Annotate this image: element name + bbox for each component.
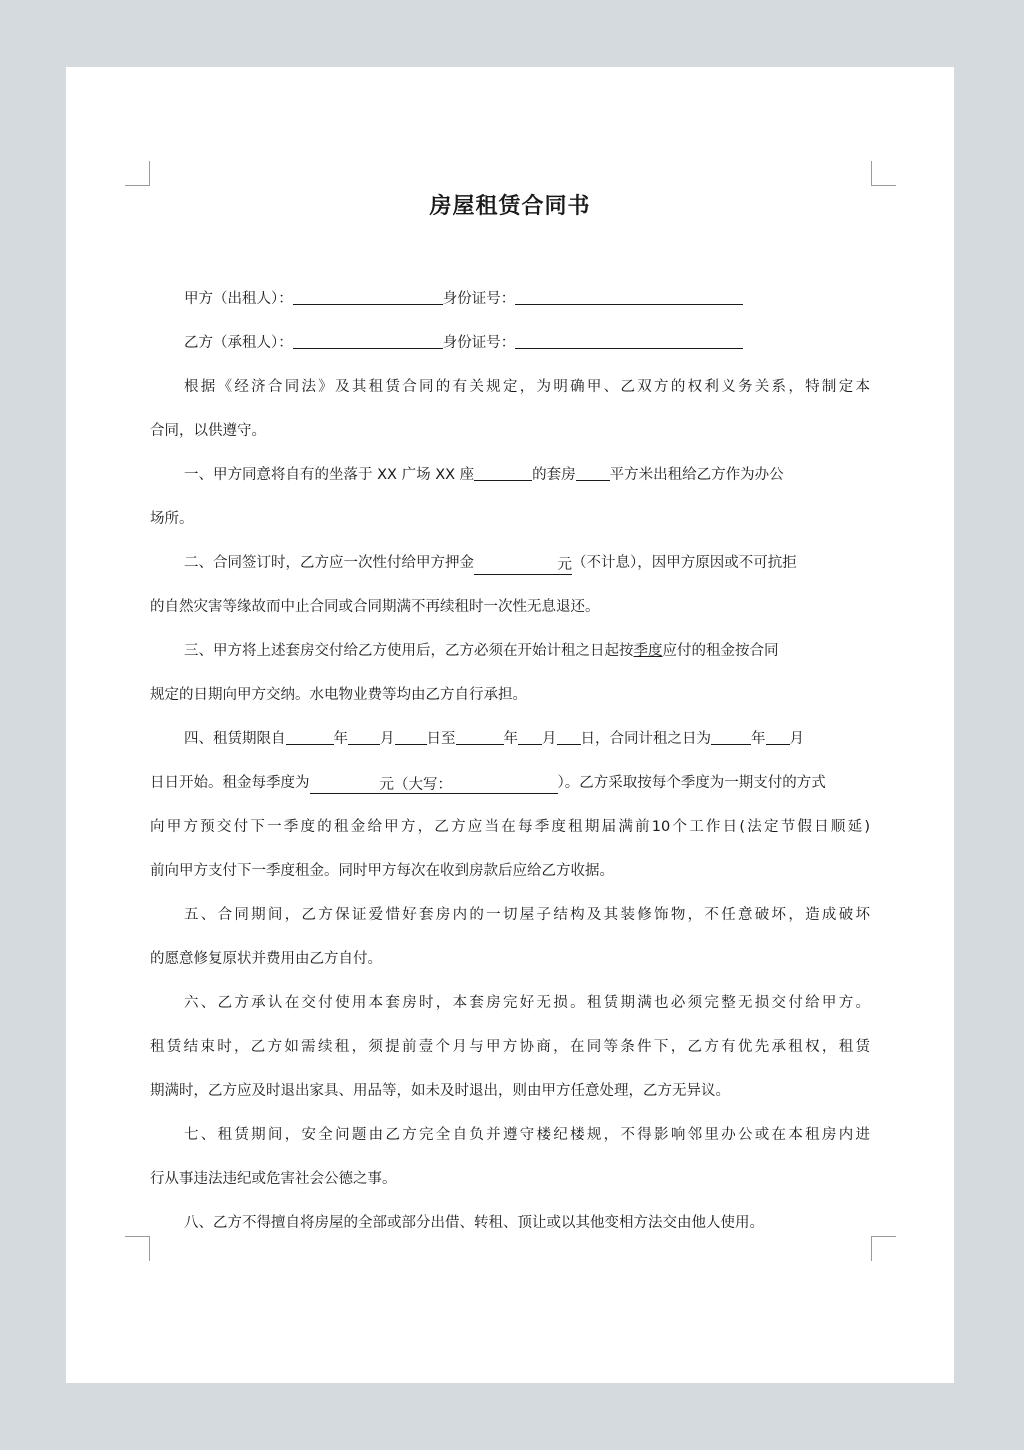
party-b-name-blank[interactable]	[293, 330, 443, 349]
clause-4-text-a: 四、租赁期限自	[184, 731, 286, 747]
corner-mark-bottom-right	[871, 1236, 896, 1261]
start-month-blank[interactable]	[348, 726, 380, 745]
clause-4-line-1	[150, 717, 870, 761]
end-year-blank[interactable]	[456, 726, 504, 745]
billing-year-label: 年	[751, 731, 766, 747]
document-body	[150, 277, 870, 1245]
clause-2-text-c: （不计息），因甲方原因或不可抗拒	[572, 555, 797, 571]
clause-8-line-1: 八、乙方不得擅自将房屋的全部或部分出借、转租、顶让或以其他变相方法交由他人使用。	[184, 1215, 764, 1231]
clause-4-day-label: 日	[150, 775, 165, 791]
party-a-id-label: 身份证号：	[442, 291, 516, 307]
clause-1-text-c: 平方米出租给乙方作为办公	[609, 467, 784, 483]
start-month-label: 月	[380, 731, 395, 747]
party-a-id-blank[interactable]	[515, 286, 743, 305]
quarterly-rent-yuan: 元（大写：	[379, 777, 452, 793]
clause-4-line-3: 向甲方预交付下一季度的租金给甲方，乙方应当在每季度租期届满前10个工作日(法定节假日顺延)	[150, 819, 870, 835]
clause-2-text-a: 二、合同签订时，乙方应一次性付给甲方押金	[184, 555, 474, 571]
clause-4-line-2	[150, 761, 870, 805]
start-day-blank[interactable]	[395, 726, 427, 745]
clause-3-line-1	[150, 629, 870, 673]
end-day-blank[interactable]	[557, 726, 581, 745]
clause-1-text-b: 的套房	[532, 467, 576, 483]
clause-1-line-2: 场所。	[150, 511, 194, 527]
clause-4-text-b: 日，合同计租之日为	[580, 731, 711, 747]
document-title: 房屋租赁合同书	[429, 194, 591, 219]
corner-mark-top-right	[871, 161, 896, 186]
clause-3-text-c: 应付的租金按合同	[662, 643, 779, 659]
billing-month-blank[interactable]	[766, 726, 790, 745]
clause-5-line-1: 五、合同期间，乙方保证爱惜好套房内的一切屋子结构及其装修饰物，不任意破坏，造成破坏	[184, 907, 870, 923]
clause-2-yuan: 元	[557, 557, 572, 573]
clause-6-line-1: 六、乙方承认在交付使用本套房时，本套房完好无损。租赁期满也必须完整无损交付给甲方。	[184, 995, 870, 1011]
intro-line-2: 合同，以供遵守。	[150, 423, 266, 439]
clause-1-area-blank[interactable]	[576, 462, 610, 481]
party-a-label: 甲方（出租人）：	[184, 291, 293, 307]
clause-1-line-1	[150, 453, 870, 497]
clause-3-quarter: 季度	[633, 643, 663, 659]
start-day-to-label: 日至	[426, 731, 456, 747]
quarterly-rent-blank[interactable]	[310, 776, 558, 794]
party-b-id-blank[interactable]	[515, 330, 743, 349]
start-year-blank[interactable]	[286, 726, 334, 745]
clause-4-line-4: 前向甲方支付下一季度租金。同时甲方每次在收到房款后应给乙方收据。	[150, 863, 614, 879]
end-month-blank[interactable]	[518, 726, 542, 745]
clause-6-line-3: 期满时，乙方应及时退出家具、用品等，如未及时退出，则由甲方任意处理，乙方无异议。	[150, 1083, 730, 1099]
clause-3-text-a: 三、甲方将上述套房交付给乙方使用后，乙方必须在开始计租之日起按	[184, 643, 634, 659]
party-a-name-blank[interactable]	[293, 286, 443, 305]
clause-2-line-1	[150, 541, 870, 585]
party-b-label: 乙方（承租人）：	[184, 335, 293, 351]
billing-month-label: 月	[789, 731, 804, 747]
start-year-label: 年	[333, 731, 348, 747]
intro-line-1: 根据《经济合同法》及其租赁合同的有关规定，为明确甲、乙双方的权利义务关系，特制定本	[184, 379, 870, 395]
clause-1-unit-blank[interactable]	[474, 462, 532, 481]
clause-2-deposit-blank[interactable]	[474, 556, 572, 575]
clause-4-text-d: ）。乙方采取按每个季度为一期支付的方式	[557, 775, 826, 791]
clause-7-line-1: 七、租赁期间，安全问题由乙方完全自负并遵守楼纪楼规，不得影响邻里办公或在本租房内进	[184, 1127, 870, 1143]
party-b-id-label: 身份证号：	[442, 335, 516, 351]
party-b-line	[150, 321, 870, 365]
clause-3-line-2: 规定的日期向甲方交纳。水电物业费等均由乙方自行承担。	[150, 687, 527, 703]
document-page	[66, 67, 954, 1383]
clause-2-line-2: 的自然灾害等缘故而中止合同或合同期满不再续租时一次性无息退还。	[150, 599, 600, 615]
end-year-label: 年	[503, 731, 518, 747]
party-a-line	[150, 277, 870, 321]
corner-mark-bottom-left	[125, 1236, 150, 1261]
clause-7-line-2: 行从事违法违纪或危害社会公德之事。	[150, 1171, 397, 1187]
clause-4-text-c: 日开始。租金每季度为	[164, 775, 310, 791]
end-month-label: 月	[542, 731, 557, 747]
billing-year-blank[interactable]	[711, 726, 751, 745]
clause-6-line-2: 租赁结束时，乙方如需续租，须提前壹个月与甲方协商，在同等条件下，乙方有优先承租权，租赁	[150, 1039, 870, 1055]
clause-5-line-2: 的愿意修复原状并费用由乙方自付。	[150, 951, 382, 967]
corner-mark-top-left	[125, 161, 150, 186]
clause-1-text-a: 一、甲方同意将自有的坐落于 XX 广场 XX 座	[184, 467, 475, 483]
